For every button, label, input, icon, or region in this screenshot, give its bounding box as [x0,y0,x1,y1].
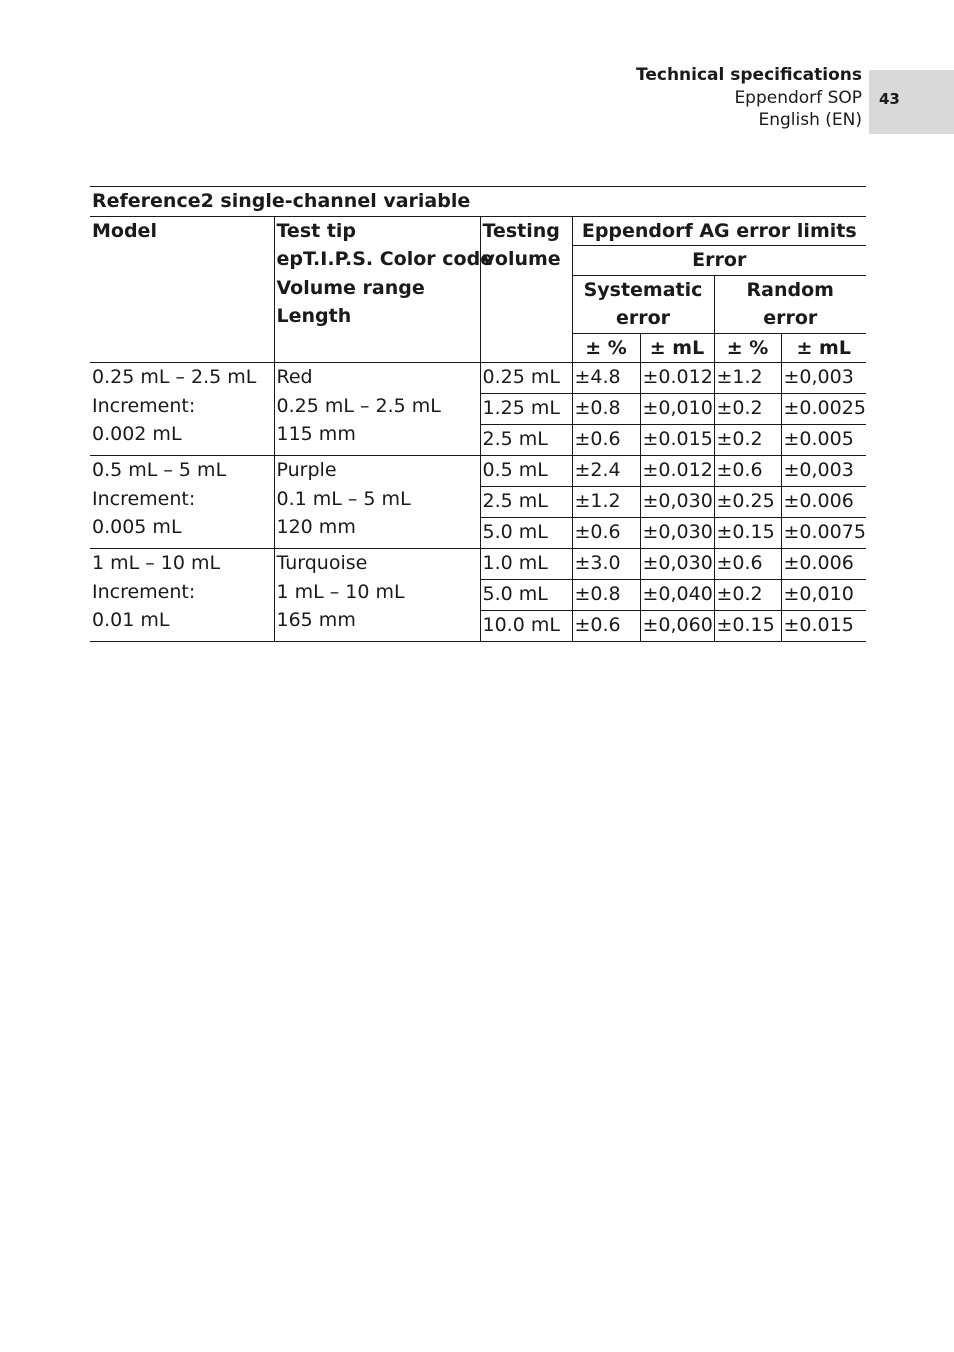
rnd-pct-cell: ±0.15 [714,611,781,642]
sys-ml-cell: ±0,030 [640,549,714,580]
page-number: 43 [869,70,954,134]
rnd-ml-cell: ±0,010 [781,580,866,611]
testing-volume-cell: 5.0 mL [480,580,572,611]
running-header [636,64,862,132]
sys-pct-cell: ±1.2 [572,487,640,518]
model-cell: 0.5 mL – 5 mL Increment: 0.005 mL [90,456,274,549]
sys-ml-cell: ±0,030 [640,487,714,518]
sys-ml-cell: ±0,060 [640,611,714,642]
sys-ml-cell: ±0,030 [640,518,714,549]
testing-volume-cell: 0.5 mL [480,456,572,487]
model-cell: 1 mL – 10 mL Increment: 0.01 mL [90,549,274,642]
rnd-pct-cell: ±0.25 [714,487,781,518]
sys-pct-cell: ±2.4 [572,456,640,487]
sys-ml-cell: ±0.012 [640,363,714,394]
table-title: Reference2 single-channel variable [90,187,866,217]
tip-cell: Purple 0.1 mL – 5 mL 120 mm [274,456,480,549]
rnd-pct-cell: ±0.15 [714,518,781,549]
testing-volume-cell: 2.5 mL [480,487,572,518]
rnd-pct-cell: ±1.2 [714,363,781,394]
rnd-pct-cell: ±0.6 [714,456,781,487]
header-test-tip: Test tip epT.I.P.S. Color code Volume range Length [274,216,480,363]
header-error-limits: Eppendorf AG error limits [572,216,866,246]
rnd-ml-cell: ±0.015 [781,611,866,642]
rnd-ml-cell: ±0.006 [781,487,866,518]
tip-cell: Red 0.25 mL – 2.5 mL 115 mm [274,363,480,456]
rnd-ml-cell: ±0.005 [781,425,866,456]
header-systematic-error: Systematic error [572,275,714,333]
table-row [90,363,866,394]
sys-pct-cell: ±0.8 [572,580,640,611]
model-cell: 0.25 mL – 2.5 mL Increment: 0.002 mL [90,363,274,456]
header-sys-ml: ± mL [640,333,714,363]
testing-volume-cell: 1.0 mL [480,549,572,580]
testing-volume-cell: 5.0 mL [480,518,572,549]
header-testing-volume: Testing volume [480,216,572,363]
header-rnd-ml: ± mL [781,333,866,363]
sys-ml-cell: ±0.012 [640,456,714,487]
error-limits-table [90,186,866,642]
tip-cell: Turquoise 1 mL – 10 mL 165 mm [274,549,480,642]
rnd-pct-cell: ±0.2 [714,425,781,456]
table-row [90,456,866,487]
rnd-pct-cell: ±0.2 [714,580,781,611]
section-title: Technical specifications [636,65,862,85]
rnd-pct-cell: ±0.2 [714,394,781,425]
header-random-error: Random error [714,275,866,333]
sys-pct-cell: ±0.6 [572,425,640,456]
testing-volume-cell: 1.25 mL [480,394,572,425]
sys-pct-cell: ±0.6 [572,611,640,642]
sys-ml-cell: ±0.015 [640,425,714,456]
document-language: English (EN) [758,110,862,130]
table-row [90,549,866,580]
header-sys-pct: ± % [572,333,640,363]
header-error: Error [572,246,866,276]
rnd-pct-cell: ±0.6 [714,549,781,580]
rnd-ml-cell: ±0.0025 [781,394,866,425]
sys-pct-cell: ±3.0 [572,549,640,580]
rnd-ml-cell: ±0.0075 [781,518,866,549]
rnd-ml-cell: ±0,003 [781,363,866,394]
rnd-ml-cell: ±0,003 [781,456,866,487]
sys-pct-cell: ±0.6 [572,518,640,549]
sys-ml-cell: ±0,040 [640,580,714,611]
sys-pct-cell: ±4.8 [572,363,640,394]
header-rnd-pct: ± % [714,333,781,363]
rnd-ml-cell: ±0.006 [781,549,866,580]
sys-ml-cell: ±0,010 [640,394,714,425]
sys-pct-cell: ±0.8 [572,394,640,425]
document-name: Eppendorf SOP [734,87,862,108]
header-model: Model [90,216,274,363]
testing-volume-cell: 2.5 mL [480,425,572,456]
testing-volume-cell: 0.25 mL [480,363,572,394]
testing-volume-cell: 10.0 mL [480,611,572,642]
